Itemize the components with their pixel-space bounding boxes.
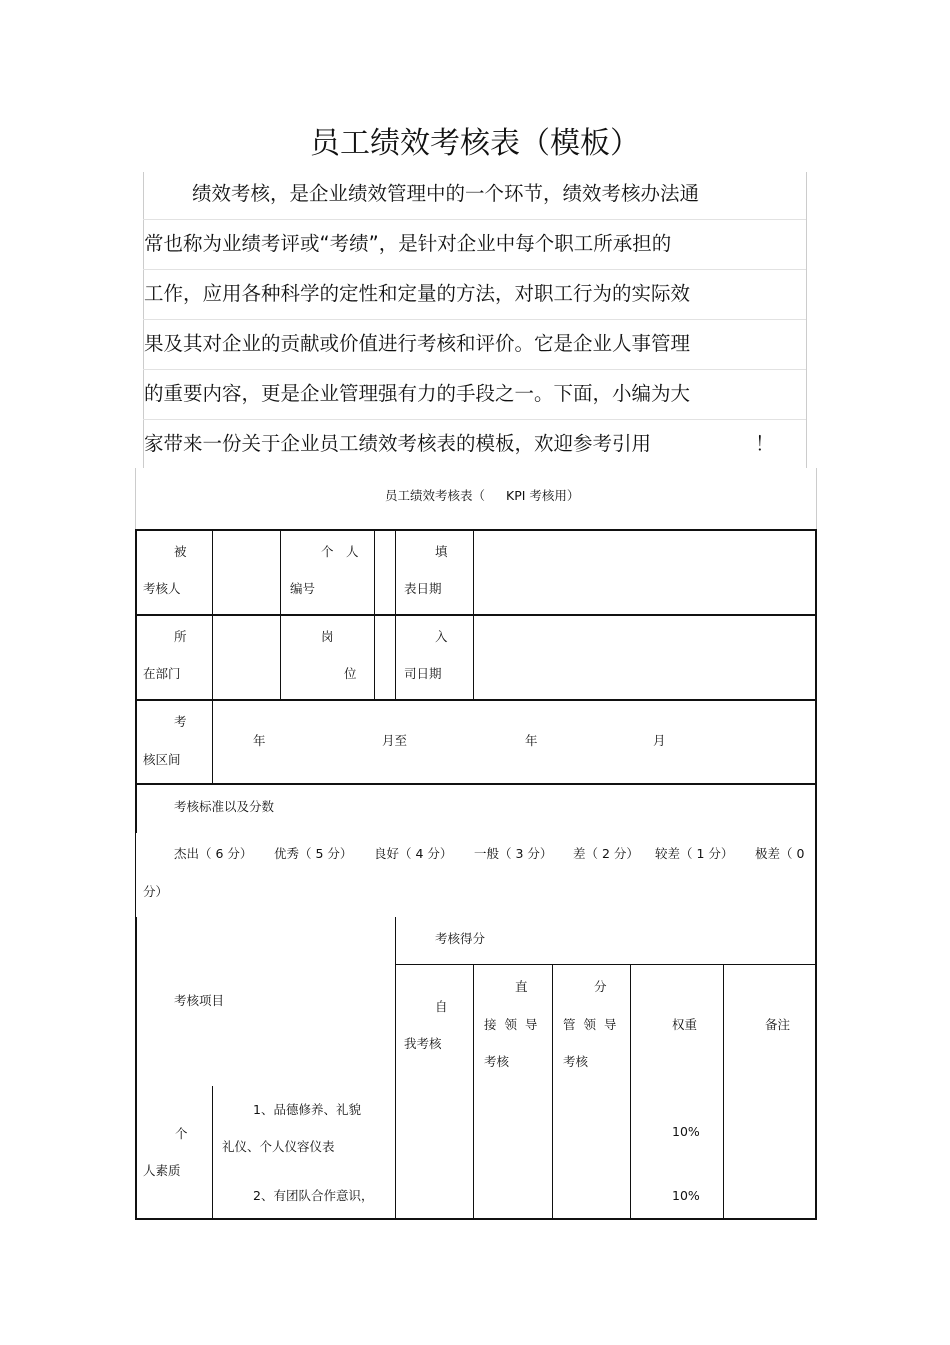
header-branch-a: 分	[594, 979, 607, 994]
section-name-a: 个	[175, 1126, 188, 1141]
label-post-a: 岗	[321, 629, 334, 644]
scale-5: 优秀（ 5 分）	[274, 846, 353, 861]
scale-tail: 分）	[143, 884, 169, 899]
label-dept-b: 在部门	[143, 666, 181, 681]
scale-1: 较差（ 1 分）	[655, 846, 734, 861]
scale-2: 差（ 2 分）	[573, 846, 639, 861]
label-period-a: 考	[174, 714, 187, 729]
item-2-text-a: 2、有团队合作意识，	[253, 1188, 374, 1203]
period-month-2: 月	[653, 733, 666, 748]
header-self-a: 自	[435, 999, 448, 1014]
label-personal-a: 个 人	[321, 544, 359, 559]
item-1-text-b: 礼仪、个人仪容仪表	[222, 1139, 335, 1154]
standards-label: 考核标准以及分数	[174, 799, 275, 814]
label-fill-date-b: 表日期	[404, 581, 442, 596]
intro-line-3: 工作，应用各种科学的定性和定量的方法，对职工行为的实际效	[144, 282, 691, 305]
item-1-weight: 10%	[672, 1124, 700, 1139]
scale-4: 良好（ 4 分）	[374, 846, 453, 861]
label-join-date-b: 司日期	[404, 666, 442, 681]
period-month-to: 月至	[382, 733, 408, 748]
header-remark: 备注	[765, 1017, 791, 1032]
label-post-b: 位	[344, 666, 357, 681]
label-join-date-a: 入	[435, 629, 448, 644]
intro-line-5: 的重要内容，更是企业管理强有力的手段之一。下面，小编为大	[144, 382, 691, 405]
intro-line-2: 常也称为业绩考评或“考绩”，是针对企业中每个职工所承担的	[144, 232, 672, 255]
header-weight: 权重	[672, 1017, 698, 1032]
label-period-b: 核区间	[143, 752, 181, 767]
form-caption-b: KPI 考核用）	[506, 488, 580, 503]
item-2-weight: 10%	[672, 1188, 700, 1203]
item-1-text-a: 1、品德修养、礼貌	[253, 1102, 361, 1117]
section-name-b: 人素质	[143, 1163, 181, 1178]
intro-end-mark: ！	[755, 432, 775, 455]
label-fill-date-a: 填	[435, 544, 448, 559]
form-caption-a: 员工绩效考核表（	[385, 488, 486, 503]
scale-0: 极差（ 0	[755, 846, 805, 861]
intro-line-4: 果及其对企业的贡献或价值进行考核和评价。它是企业人事管理	[144, 332, 691, 355]
header-direct-a: 直	[515, 979, 528, 994]
header-direct-b: 接领导	[484, 1017, 546, 1032]
header-item: 考核项目	[174, 993, 225, 1008]
document-title: 员工绩效考核表（模板）	[310, 126, 640, 161]
scale-6: 杰出（ 6 分）	[174, 846, 253, 861]
label-dept-a: 所	[174, 629, 187, 644]
label-assessee-b: 考核人	[143, 581, 181, 596]
header-branch-c: 考核	[563, 1054, 589, 1069]
period-year-1: 年	[253, 733, 266, 748]
period-year-2: 年	[525, 733, 538, 748]
intro-line-1: 绩效考核，是企业绩效管理中的一个环节，绩效考核办法通	[192, 182, 700, 205]
header-self-b: 我考核	[404, 1036, 442, 1051]
header-direct-c: 考核	[484, 1054, 510, 1069]
label-assessee-a: 被	[174, 544, 187, 559]
scale-3: 一般（ 3 分）	[474, 846, 553, 861]
intro-line-6: 家带来一份关于企业员工绩效考核表的模板，欢迎参考引用	[144, 432, 652, 455]
header-branch-b: 管领导	[563, 1017, 625, 1032]
header-score: 考核得分	[435, 931, 486, 946]
label-personal-b: 编号	[290, 581, 316, 596]
